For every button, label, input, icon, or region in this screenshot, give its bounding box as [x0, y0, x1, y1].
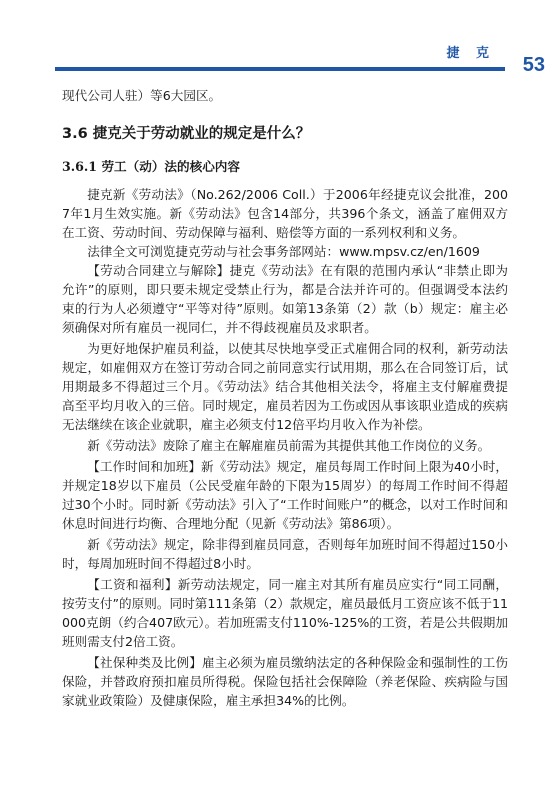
page-header: [0, 0, 559, 80]
paragraph: 捷克新《劳动法》（No.262/2006 Coll.）于2006年经捷克议会批准，2007年1月生效实施。新《劳动法》包含14部分，共396个条文，涵盖了雇佣双方在工资、劳动时间、劳动保障与福利、赔偿等方面的一系列权利和义务。: [62, 187, 508, 240]
paragraph: 【工作时间和加班】新《劳动法》规定，雇员每周工作时间上限为40小时，并规定18岁以下雇员（公民受雇年龄的下限为15周岁）的每周工作时间不得超过30个小时。同时新《劳动法》引入了“工作时间账户”的概念，以对工作时间和休息时间进行均衡、合理地分配（见新《劳动法》第86项）。: [62, 459, 508, 531]
paragraph: 【社保种类及比例】雇主必须为雇员缴纳法定的各种保险金和强制性的工伤保险，并替政府预扣雇员所得税。保险包括社会保障险（养老保险、疾病险与国家就业政策险）及健康保险，雇主承担34%的比例。: [62, 655, 508, 708]
paragraph: 新《劳动法》规定，除非得到雇员同意，否则每年加班时间不得超过150小时，每周加班时间不得超过8小时。: [62, 537, 508, 571]
page-body: [62, 86, 508, 710]
paragraph: 【劳动合同建立与解除】捷克《劳动法》在有限的范围内承认“非禁止即为允许”的原则，即只要未规定受禁止行为，都是合法并许可的。但强调受本法约束的行为人必须遵守“平等对待”原则。如第13条第（2）款（b）规定：雇主必须确保对所有雇员一视同仁，并不得歧视雇员及求职者。: [62, 263, 508, 335]
header-rule: [55, 67, 505, 71]
section-heading: 3.6 捷克关于劳动就业的规定是什么？: [62, 126, 311, 142]
running-header-label: 捷 克: [446, 46, 495, 61]
paragraph: 【工资和福利】新劳动法规定，同一雇主对其所有雇员应实行“同工同酬，按劳支付”的原则。同时第111条第（2）款规定，雇员最低月工资应该不低于11000克朗（约合407欧元）。若加班需支付110%-125%的工资，若是公共假期加班则需支付2倍工资。: [62, 577, 508, 649]
paragraph: 新《劳动法》废除了雇主在解雇雇员前需为其提供其他工作岗位的义务。: [87, 438, 491, 453]
paragraph: 为更好地保护雇员利益，以使其尽快地享受正式雇佣合同的权利，新劳动法规定，如雇佣双方在签订劳动合同之前同意实行试用期，那么在合同签订后，试用期最多不得超过三个月。《劳动法》结合其他相关法令，将雇主支付解雇费提高至平均月收入的三倍。同时规定，雇员若因为工伤或因从事该职业造成的疾病无法继续在该企业就职，雇主必须支付12倍平均月收入作为补偿。: [62, 341, 508, 432]
subsection-heading: 3.6.1 劳工（动）法的核心内容: [62, 159, 240, 174]
page-number: 53: [522, 54, 545, 76]
paragraph-website: 法律全文可浏览捷克劳动与社会事务部网站：www.mpsv.cz/en/1609: [87, 244, 480, 259]
lead-text: 现代公司人驻）等6大园区。: [62, 88, 222, 103]
